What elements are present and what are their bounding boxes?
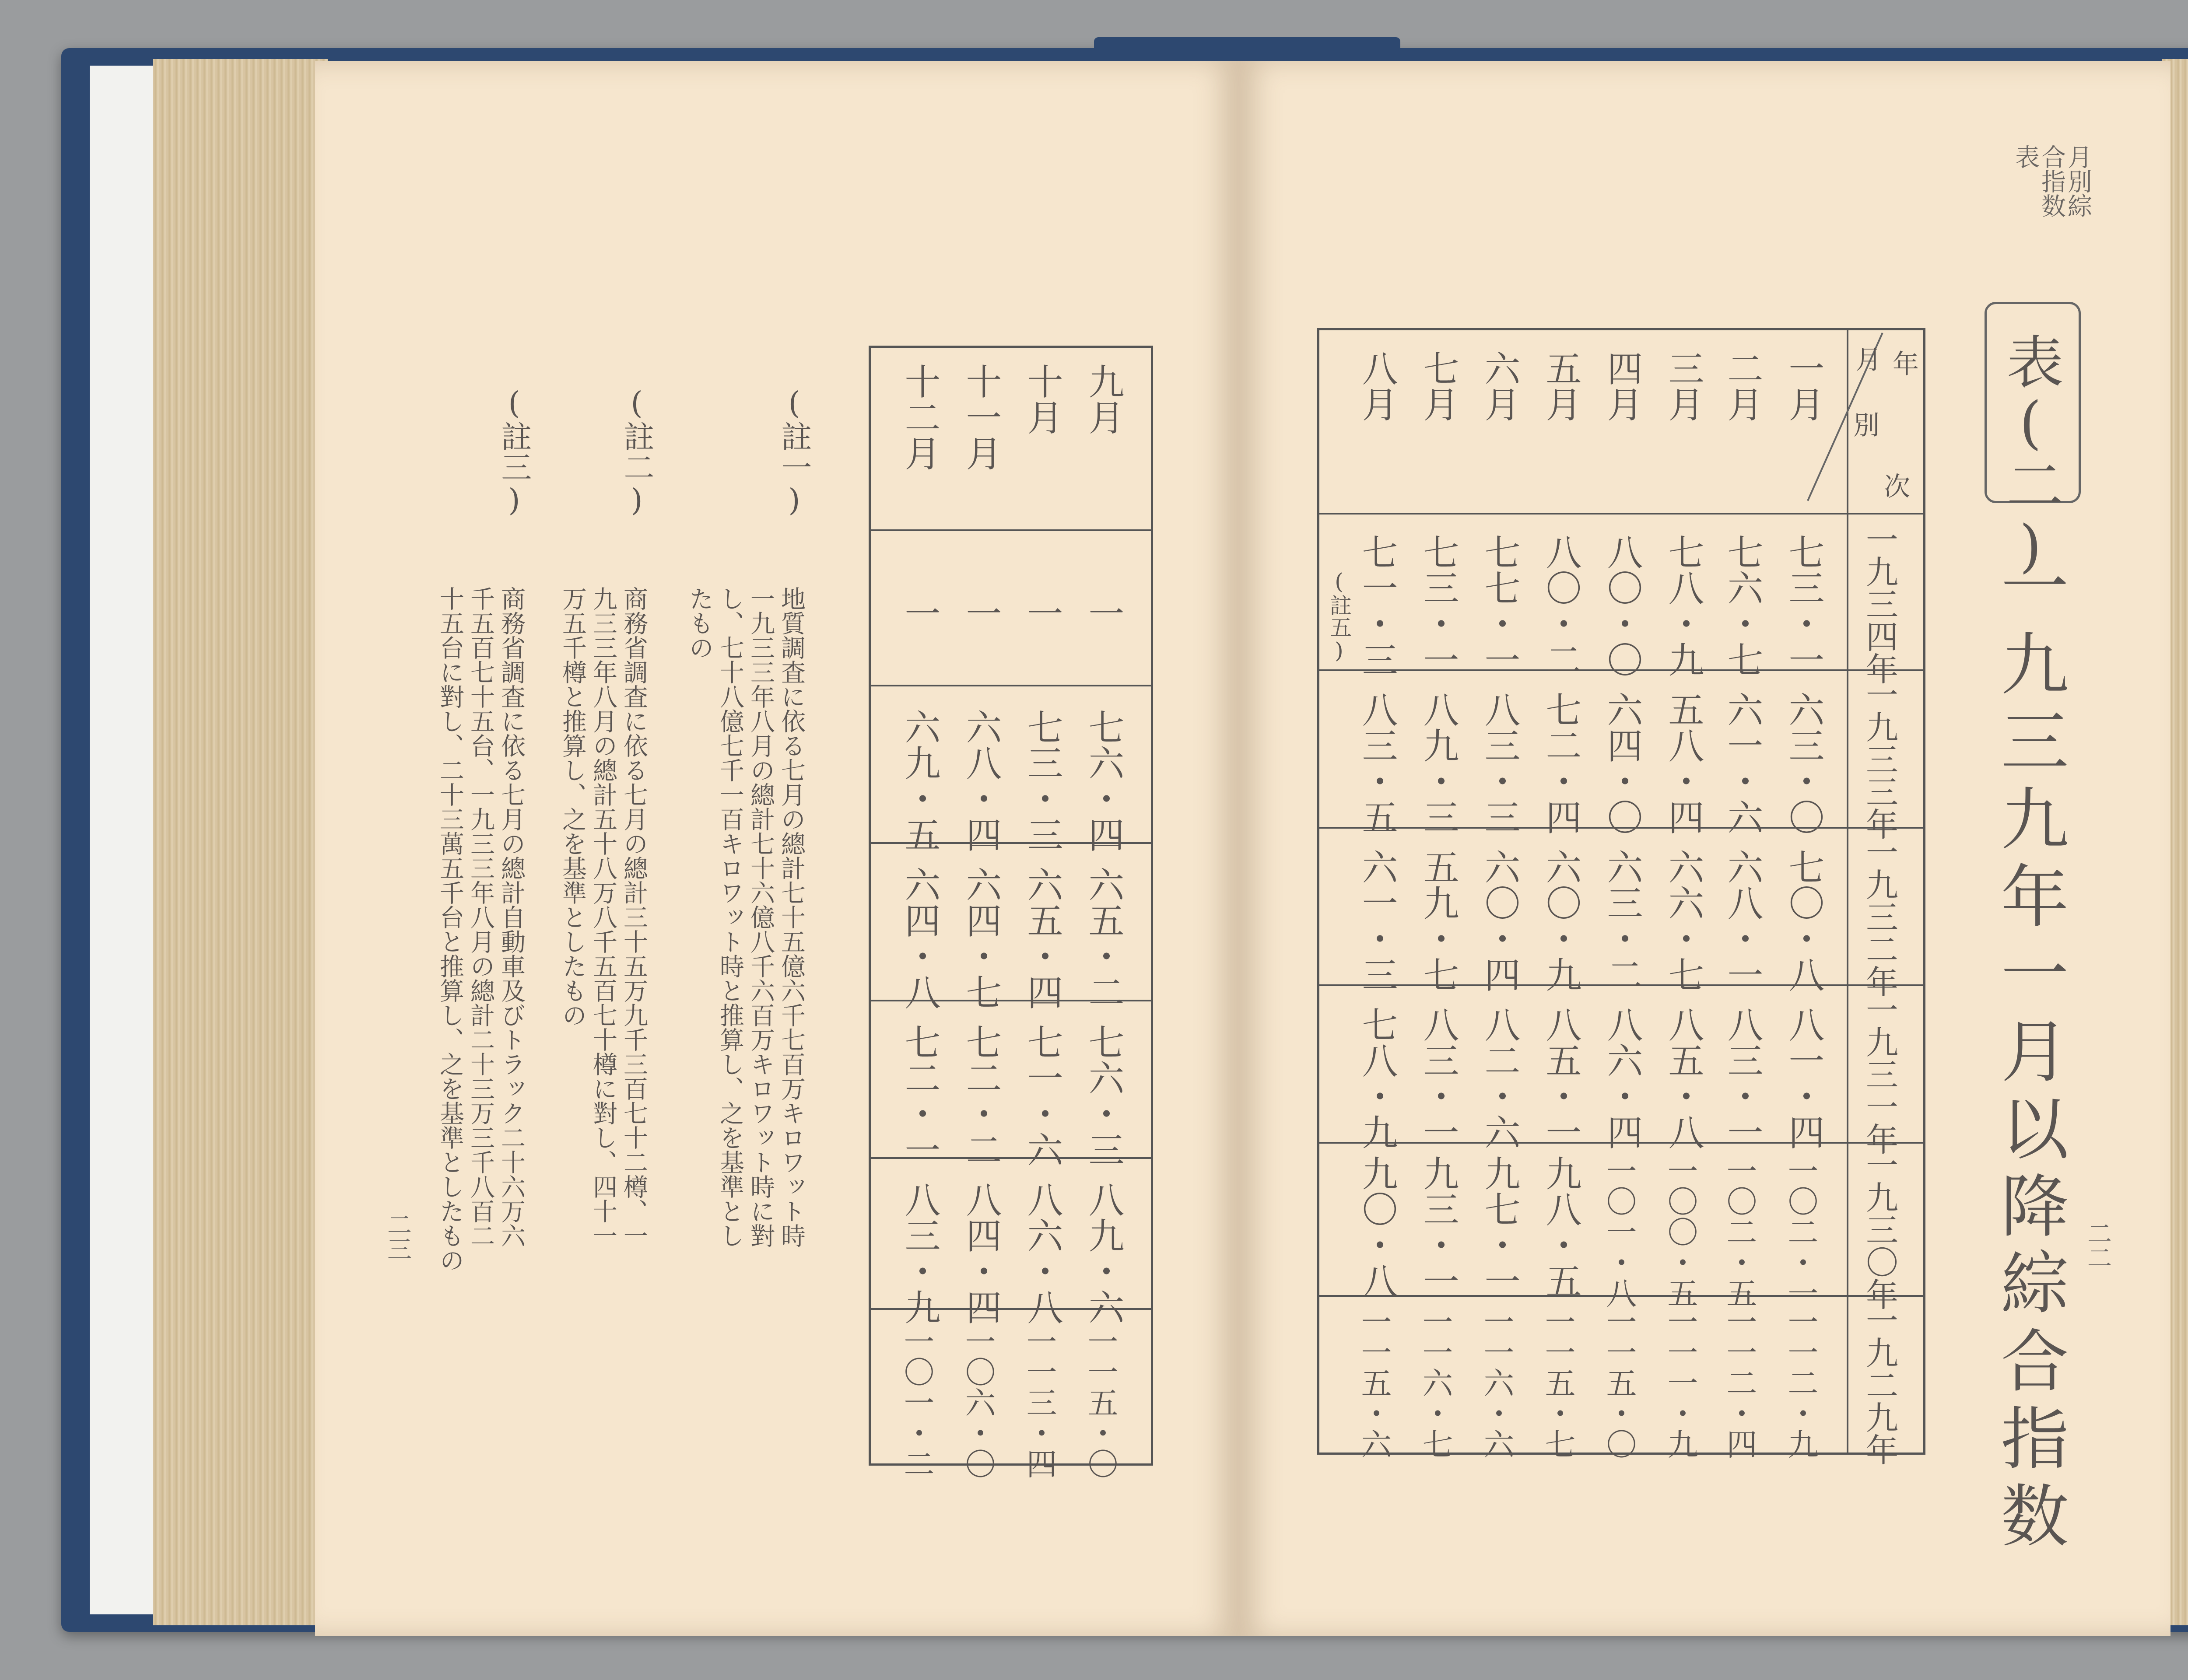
table-cell: 八九・三: [1417, 691, 1459, 835]
table-cell: 八二・六: [1479, 1006, 1520, 1150]
table-cell: 七三・一: [1417, 534, 1459, 677]
table-cell: 一一一・九: [1662, 1306, 1698, 1459]
table-cell: 一一六・七: [1417, 1306, 1453, 1459]
table-cell: 八三・三: [1479, 691, 1520, 835]
table-cell: 八九・六: [1083, 1181, 1124, 1325]
note-2-label: (註二): [619, 385, 655, 518]
table-cell: 一一五・七: [1540, 1306, 1576, 1459]
page-number-left: 二三: [383, 1212, 412, 1261]
table-cell: 一一五・〇: [1601, 1306, 1637, 1459]
table-cell: 七八・九: [1662, 534, 1704, 677]
table-cell: 六四・八: [899, 866, 940, 1010]
month-header: 十二月: [899, 363, 940, 471]
table-cell: 六六・七: [1662, 849, 1704, 992]
table-cell: 八六・四: [1601, 1006, 1643, 1150]
year-label: 一九二九年: [1861, 1304, 1898, 1466]
table-cell: 八三・五: [1356, 691, 1398, 835]
table-rule: [1847, 328, 1848, 1452]
table-cell: 六一・三: [1356, 849, 1398, 992]
note-2-line: 九三三年八月の總計五十八万八千五百七十樽に對し、四十一: [589, 586, 617, 1248]
table-cell: 一一二・四: [1722, 1306, 1757, 1459]
note-3-line: 千五百七十五台、一九三三年八月の總計二十三万三千八百二: [466, 586, 495, 1248]
table-cell: 一一六・六: [1479, 1306, 1515, 1459]
note-1-line: し、七十八億七千一百キロワット時と推算し、之を基準とし: [716, 586, 744, 1248]
table-cell: 六三・〇: [1783, 691, 1824, 835]
table-cell: 六八・四: [960, 709, 1002, 852]
page-title: 一九三九年一月以降綜合指数: [1990, 551, 2069, 1558]
table-cell: 一〇一・二: [899, 1326, 935, 1479]
table-cell: 七一・三: [1356, 534, 1398, 677]
table-cell: 一: [960, 595, 1002, 631]
table-cell: 一一三・四: [1021, 1326, 1057, 1479]
note-1-line: 一九三三年八月の總計七十六億八千六百万キロワット時に對: [747, 586, 775, 1248]
month-header: 一月: [1783, 350, 1824, 422]
table-cell: 七二・二: [960, 1024, 1002, 1167]
table-cell: 八三・一: [1417, 1006, 1459, 1150]
month-header: 三月: [1662, 350, 1704, 422]
table-cell: 七六・七: [1722, 534, 1763, 677]
corner-header-year: 年: [1888, 350, 1919, 376]
table-cell: 八五・八: [1662, 1006, 1704, 1150]
table-cell: 八五・一: [1540, 1006, 1581, 1150]
table-cell: 七二・一: [899, 1024, 940, 1167]
table-cell: 七二・四: [1540, 691, 1581, 835]
table-cell: 九〇・八: [1356, 1155, 1398, 1298]
note-1-line: たもの: [685, 586, 714, 660]
page-number-right: 二二: [2083, 1221, 2112, 1270]
table-rule: [869, 529, 1153, 531]
table-cell: 七八・九: [1356, 1006, 1398, 1150]
running-head-col-3: 表: [2011, 144, 2040, 169]
table-cell: 九三・一: [1417, 1155, 1459, 1298]
month-header: 九月: [1083, 363, 1124, 435]
table-rule: [1317, 513, 1925, 514]
table-cell: 七三・三: [1021, 709, 1063, 852]
note-1-line: 地質調査に依る七月の總計七十五億六千七百万キロワット時: [777, 586, 806, 1248]
table-cell: 一: [899, 595, 940, 631]
table-cell: 七七・一: [1479, 534, 1520, 677]
table-cell: 六〇・四: [1479, 849, 1520, 992]
table-cell: 一一五・〇: [1083, 1326, 1119, 1479]
table-cell: 八一・四: [1783, 1006, 1824, 1150]
table-cell: 九七・一: [1479, 1155, 1520, 1298]
month-header: 二月: [1722, 350, 1763, 422]
month-header: 七月: [1417, 350, 1459, 422]
table-cell: 七六・四: [1083, 709, 1124, 852]
table-cell: 一一二・九: [1783, 1306, 1819, 1459]
month-header: 五月: [1540, 350, 1581, 422]
table-rule: [869, 685, 1153, 686]
table-cell: 六八・一: [1722, 849, 1763, 992]
table-cell: 一: [1021, 595, 1063, 631]
corner-header-by: 別: [1849, 411, 1879, 438]
table-cell: 六三・二: [1601, 849, 1643, 992]
corner-header-order: 次: [1879, 472, 1910, 499]
note-2-line: 商務省調査に依る七月の總計三十五万九千三百七十二樽、一: [620, 586, 648, 1248]
table-cell: 六四・七: [960, 866, 1002, 1010]
note-1-label: (註一): [776, 385, 812, 518]
table-cell: 七六・三: [1083, 1024, 1124, 1167]
table-cell: 六四・〇: [1601, 691, 1643, 835]
note-2-line: 万五千樽と推算し、之を基準としたもの: [558, 586, 587, 1027]
running-head-col-2: 合指数: [2037, 144, 2066, 218]
year-label: 一九三一年: [1861, 993, 1898, 1155]
table-cell: 八六・八: [1021, 1181, 1063, 1325]
table-cell: 六五・二: [1083, 866, 1124, 1010]
table-cell: 一〇二・一: [1783, 1155, 1819, 1308]
table-cell: 九八・五: [1540, 1155, 1581, 1298]
month-header: 八月: [1356, 350, 1398, 422]
table-cell: 一: [1083, 595, 1124, 631]
table-cell: 六九・五: [899, 709, 940, 852]
year-label: 一九三四年: [1861, 523, 1898, 685]
month-header: 十一月: [960, 363, 1002, 471]
table-number: 表(二): [1997, 332, 2064, 579]
note-3-line: 十五台に對し、二十三萬五千台と推算し、之を基準としたもの: [436, 586, 464, 1272]
month-header: 十月: [1021, 363, 1063, 435]
month-header: 六月: [1479, 350, 1520, 422]
table-cell: 七三・一: [1783, 534, 1824, 677]
year-label: 一九三二年: [1861, 836, 1898, 998]
table-cell: 一一五・六: [1356, 1306, 1392, 1459]
page-edges-left: [153, 59, 328, 1625]
table-note-label: (註五): [1326, 569, 1352, 663]
table-cell: 六〇・九: [1540, 849, 1581, 992]
table-cell: 八〇・二: [1540, 534, 1581, 677]
table-cell: 一〇一・八: [1601, 1155, 1637, 1308]
table-cell: 七一・六: [1021, 1024, 1063, 1167]
note-3-line: 商務省調査に依る七月の總計自動車及びトラック二十六万六: [497, 586, 526, 1248]
table-cell: 一〇〇・五: [1662, 1155, 1698, 1308]
table-cell: 一〇二・五: [1722, 1155, 1757, 1308]
table-cell: 六五・四: [1021, 866, 1063, 1010]
table-cell: 八四・四: [960, 1181, 1002, 1325]
table-cell: 八三・一: [1722, 1006, 1763, 1150]
year-label: 一九三三年: [1861, 678, 1898, 840]
note-3-label: (註三): [496, 385, 532, 518]
table-cell: 八〇・〇: [1601, 534, 1643, 677]
running-head-col-1: 月別綜: [2064, 144, 2092, 218]
year-label: 一九三〇年: [1861, 1148, 1898, 1310]
table-cell: 五八・四: [1662, 691, 1704, 835]
table-cell: 八三・九: [899, 1181, 940, 1325]
table-cell: 七〇・八: [1783, 849, 1824, 992]
table-cell: 一〇六・〇: [960, 1326, 996, 1479]
corner-header-month: 月: [1851, 346, 1882, 372]
table-cell: 五九・七: [1417, 849, 1459, 992]
table-cell: 六一・六: [1722, 691, 1763, 835]
month-header: 四月: [1601, 350, 1643, 422]
